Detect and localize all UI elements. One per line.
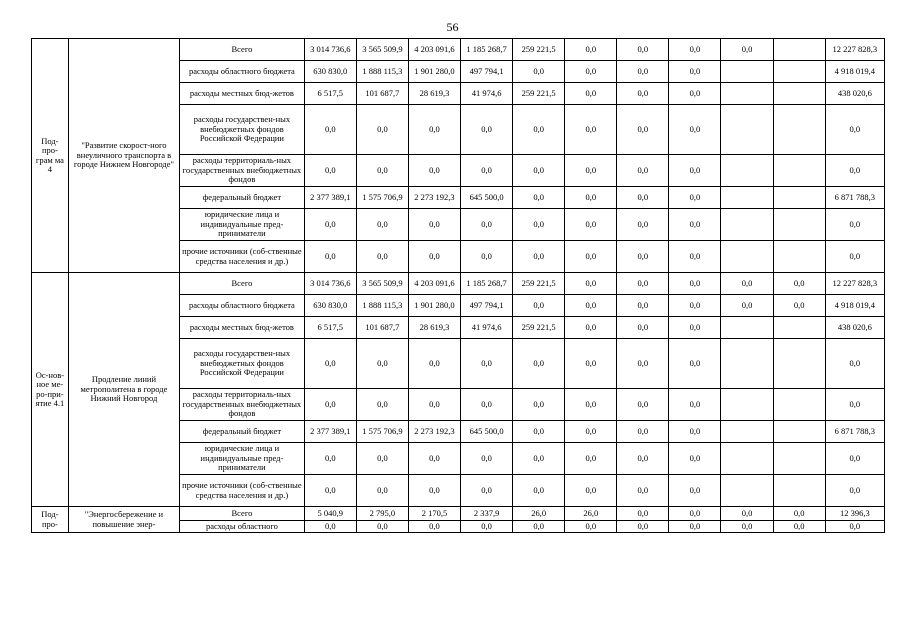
amount-cell: 0,0: [461, 443, 513, 475]
amount-cell: 2 795,0: [356, 507, 408, 521]
amount-cell: [773, 475, 825, 507]
amount-cell: 12 227 828,3: [825, 39, 884, 61]
amount-cell: 0,0: [356, 241, 408, 273]
amount-cell: 0,0: [304, 105, 356, 155]
amount-cell: 0,0: [669, 389, 721, 421]
amount-cell: 0,0: [773, 295, 825, 317]
amount-cell: 630 830,0: [304, 295, 356, 317]
amount-cell: 0,0: [356, 105, 408, 155]
amount-cell: 259 221,5: [513, 39, 565, 61]
amount-cell: 0,0: [721, 39, 773, 61]
amount-cell: 0,0: [669, 475, 721, 507]
amount-cell: 497 794,1: [461, 61, 513, 83]
amount-cell: 0,0: [565, 209, 617, 241]
amount-cell: 0,0: [773, 507, 825, 521]
amount-cell: 0,0: [669, 421, 721, 443]
amount-cell: 12 396,3: [825, 507, 884, 521]
amount-cell: 3 014 736,6: [304, 39, 356, 61]
amount-cell: 0,0: [513, 421, 565, 443]
amount-cell: 645 500,0: [461, 187, 513, 209]
amount-cell: 2 170,5: [408, 507, 460, 521]
amount-cell: 0,0: [617, 475, 669, 507]
amount-cell: 1 901 280,0: [408, 295, 460, 317]
amount-cell: 0,0: [304, 521, 356, 533]
amount-cell: 0,0: [408, 521, 460, 533]
amount-cell: 6 871 788,3: [825, 421, 884, 443]
funding-source-cell: Всего: [180, 507, 305, 521]
amount-cell: 0,0: [773, 521, 825, 533]
amount-cell: 0,0: [513, 61, 565, 83]
amount-cell: 0,0: [617, 241, 669, 273]
amount-cell: 0,0: [565, 521, 617, 533]
amount-cell: 0,0: [669, 241, 721, 273]
amount-cell: 0,0: [669, 105, 721, 155]
amount-cell: 1 575 706,9: [356, 421, 408, 443]
amount-cell: 0,0: [304, 241, 356, 273]
program-code-cell: Ос-нов-ное ме-ро-при-ятие 4.1: [32, 273, 69, 507]
amount-cell: 0,0: [721, 273, 773, 295]
amount-cell: 0,0: [617, 389, 669, 421]
amount-cell: 0,0: [304, 475, 356, 507]
amount-cell: 3 565 509,9: [356, 39, 408, 61]
amount-cell: 2 377 389,1: [304, 187, 356, 209]
amount-cell: 0,0: [617, 421, 669, 443]
amount-cell: 0,0: [825, 443, 884, 475]
amount-cell: [721, 209, 773, 241]
amount-cell: [773, 421, 825, 443]
amount-cell: 0,0: [617, 339, 669, 389]
amount-cell: 0,0: [408, 209, 460, 241]
program-code-cell: Под-про-грам ма 4: [32, 39, 69, 273]
amount-cell: 4 203 091,6: [408, 273, 460, 295]
amount-cell: 0,0: [304, 339, 356, 389]
amount-cell: 0,0: [565, 241, 617, 273]
amount-cell: 0,0: [825, 339, 884, 389]
amount-cell: 101 687,7: [356, 83, 408, 105]
amount-cell: [773, 389, 825, 421]
amount-cell: 0,0: [304, 443, 356, 475]
amount-cell: [721, 105, 773, 155]
amount-cell: 438 020,6: [825, 317, 884, 339]
amount-cell: 101 687,7: [356, 317, 408, 339]
amount-cell: 26,0: [513, 507, 565, 521]
amount-cell: 1 901 280,0: [408, 61, 460, 83]
amount-cell: 0,0: [565, 475, 617, 507]
amount-cell: 0,0: [617, 295, 669, 317]
amount-cell: 0,0: [513, 443, 565, 475]
amount-cell: 0,0: [565, 187, 617, 209]
amount-cell: 0,0: [461, 155, 513, 187]
amount-cell: 2 273 192,3: [408, 421, 460, 443]
amount-cell: 0,0: [825, 389, 884, 421]
funding-source-cell: расходы местных бюд-жетов: [180, 317, 305, 339]
amount-cell: 0,0: [461, 339, 513, 389]
amount-cell: 1 185 268,7: [461, 273, 513, 295]
amount-cell: [773, 339, 825, 389]
amount-cell: 0,0: [565, 443, 617, 475]
amount-cell: 0,0: [825, 209, 884, 241]
amount-cell: 0,0: [356, 209, 408, 241]
amount-cell: 0,0: [669, 521, 721, 533]
amount-cell: 12 227 828,3: [825, 273, 884, 295]
amount-cell: 0,0: [617, 155, 669, 187]
amount-cell: [773, 317, 825, 339]
amount-cell: 0,0: [565, 317, 617, 339]
amount-cell: 6 517,5: [304, 83, 356, 105]
amount-cell: 0,0: [617, 443, 669, 475]
funding-source-cell: Всего: [180, 273, 305, 295]
amount-cell: 0,0: [565, 339, 617, 389]
amount-cell: 0,0: [617, 317, 669, 339]
amount-cell: 0,0: [304, 389, 356, 421]
amount-cell: 0,0: [669, 295, 721, 317]
amount-cell: [773, 187, 825, 209]
amount-cell: 0,0: [617, 273, 669, 295]
amount-cell: 28 619,3: [408, 83, 460, 105]
amount-cell: 41 974,6: [461, 83, 513, 105]
amount-cell: 0,0: [669, 317, 721, 339]
amount-cell: 0,0: [565, 273, 617, 295]
funding-source-cell: расходы областного бюджета: [180, 61, 305, 83]
amount-cell: [721, 187, 773, 209]
amount-cell: 41 974,6: [461, 317, 513, 339]
amount-cell: 0,0: [617, 105, 669, 155]
amount-cell: 645 500,0: [461, 421, 513, 443]
amount-cell: 0,0: [617, 83, 669, 105]
amount-cell: 1 888 115,3: [356, 295, 408, 317]
amount-cell: 3 565 509,9: [356, 273, 408, 295]
amount-cell: [721, 317, 773, 339]
amount-cell: 0,0: [669, 339, 721, 389]
amount-cell: 2 337,9: [461, 507, 513, 521]
table-row: [32, 507, 885, 521]
amount-cell: [721, 241, 773, 273]
amount-cell: 0,0: [669, 83, 721, 105]
amount-cell: 0,0: [461, 105, 513, 155]
program-code-cell: Под-про-: [32, 507, 69, 533]
amount-cell: 0,0: [513, 155, 565, 187]
amount-cell: [773, 241, 825, 273]
amount-cell: 2 377 389,1: [304, 421, 356, 443]
amount-cell: 0,0: [513, 389, 565, 421]
amount-cell: 6 871 788,3: [825, 187, 884, 209]
amount-cell: 0,0: [461, 475, 513, 507]
amount-cell: 259 221,5: [513, 317, 565, 339]
amount-cell: 0,0: [408, 339, 460, 389]
amount-cell: [773, 155, 825, 187]
amount-cell: 0,0: [669, 273, 721, 295]
amount-cell: 0,0: [408, 105, 460, 155]
amount-cell: 4 918 019,4: [825, 295, 884, 317]
amount-cell: 0,0: [513, 295, 565, 317]
amount-cell: 0,0: [669, 507, 721, 521]
amount-cell: 0,0: [356, 475, 408, 507]
amount-cell: 0,0: [825, 521, 884, 533]
amount-cell: 0,0: [356, 443, 408, 475]
amount-cell: [721, 61, 773, 83]
amount-cell: [721, 443, 773, 475]
amount-cell: 0,0: [617, 507, 669, 521]
funding-source-cell: юридические лица и индивидуальные пред-приниматели: [180, 209, 305, 241]
amount-cell: 0,0: [565, 155, 617, 187]
funding-source-cell: расходы территориаль-ных государственных внебюджетных фондов: [180, 389, 305, 421]
amount-cell: 0,0: [356, 339, 408, 389]
amount-cell: [773, 105, 825, 155]
amount-cell: 0,0: [513, 241, 565, 273]
amount-cell: 1 575 706,9: [356, 187, 408, 209]
amount-cell: 0,0: [617, 187, 669, 209]
amount-cell: [773, 61, 825, 83]
amount-cell: [721, 339, 773, 389]
amount-cell: 0,0: [565, 39, 617, 61]
amount-cell: 0,0: [825, 105, 884, 155]
funding-source-cell: расходы государствен-ных внебюджетных фондов Российской Федерации: [180, 339, 305, 389]
amount-cell: 0,0: [408, 443, 460, 475]
funding-source-cell: прочие источники (соб-ственные средства населения и др.): [180, 475, 305, 507]
amount-cell: 0,0: [408, 389, 460, 421]
amount-cell: [773, 443, 825, 475]
funding-source-cell: Всего: [180, 39, 305, 61]
amount-cell: [773, 39, 825, 61]
amount-cell: 0,0: [513, 339, 565, 389]
amount-cell: 0,0: [513, 521, 565, 533]
program-name-cell: "Развитие скорост-ного внеуличного транспорта в городе Нижнем Новгороде": [68, 39, 179, 273]
funding-source-cell: расходы территориаль-ных государственных внебюджетных фондов: [180, 155, 305, 187]
amount-cell: 0,0: [721, 295, 773, 317]
amount-cell: 0,0: [513, 475, 565, 507]
amount-cell: 0,0: [461, 521, 513, 533]
amount-cell: 0,0: [825, 475, 884, 507]
amount-cell: 0,0: [408, 475, 460, 507]
amount-cell: 0,0: [825, 155, 884, 187]
amount-cell: 0,0: [408, 241, 460, 273]
amount-cell: 0,0: [513, 187, 565, 209]
funding-source-cell: расходы областного: [180, 521, 305, 533]
funding-source-cell: юридические лица и индивидуальные пред-приниматели: [180, 443, 305, 475]
amount-cell: 0,0: [565, 295, 617, 317]
amount-cell: 0,0: [565, 105, 617, 155]
amount-cell: 5 040,9: [304, 507, 356, 521]
amount-cell: 0,0: [304, 209, 356, 241]
amount-cell: 0,0: [565, 61, 617, 83]
amount-cell: 0,0: [617, 521, 669, 533]
amount-cell: 0,0: [513, 105, 565, 155]
amount-cell: 2 273 192,3: [408, 187, 460, 209]
amount-cell: 0,0: [617, 39, 669, 61]
amount-cell: 0,0: [461, 241, 513, 273]
funding-source-cell: расходы местных бюд-жетов: [180, 83, 305, 105]
amount-cell: 0,0: [617, 209, 669, 241]
amount-cell: 0,0: [669, 155, 721, 187]
amount-cell: 0,0: [669, 39, 721, 61]
amount-cell: 6 517,5: [304, 317, 356, 339]
amount-cell: 259 221,5: [513, 83, 565, 105]
amount-cell: [721, 83, 773, 105]
amount-cell: 4 203 091,6: [408, 39, 460, 61]
amount-cell: 0,0: [356, 521, 408, 533]
amount-cell: 0,0: [513, 209, 565, 241]
amount-cell: 0,0: [408, 155, 460, 187]
amount-cell: 0,0: [825, 241, 884, 273]
amount-cell: 438 020,6: [825, 83, 884, 105]
amount-cell: 0,0: [669, 209, 721, 241]
amount-cell: 1 888 115,3: [356, 61, 408, 83]
amount-cell: 0,0: [304, 155, 356, 187]
amount-cell: [773, 209, 825, 241]
amount-cell: 0,0: [565, 83, 617, 105]
amount-cell: [721, 155, 773, 187]
amount-cell: 0,0: [721, 521, 773, 533]
funding-source-cell: расходы областного бюджета: [180, 295, 305, 317]
amount-cell: [721, 475, 773, 507]
amount-cell: 3 014 736,6: [304, 273, 356, 295]
amount-cell: 0,0: [565, 389, 617, 421]
funding-source-cell: прочие источники (соб-ственные средства населения и др.): [180, 241, 305, 273]
amount-cell: 0,0: [356, 155, 408, 187]
funding-source-cell: расходы государствен-ных внебюджетных фондов Российской Федерации: [180, 105, 305, 155]
amount-cell: [721, 421, 773, 443]
amount-cell: 0,0: [669, 187, 721, 209]
amount-cell: 0,0: [669, 61, 721, 83]
amount-cell: 1 185 268,7: [461, 39, 513, 61]
amount-cell: 0,0: [669, 443, 721, 475]
amount-cell: 497 794,1: [461, 295, 513, 317]
table-row: [32, 273, 885, 295]
amount-cell: 0,0: [773, 273, 825, 295]
amount-cell: 0,0: [356, 389, 408, 421]
program-name-cell: Продление линий метрополитена в городе Нижний Новгород: [68, 273, 179, 507]
funding-source-cell: федеральный бюджет: [180, 421, 305, 443]
amount-cell: 0,0: [565, 421, 617, 443]
amount-cell: 630 830,0: [304, 61, 356, 83]
amount-cell: [773, 83, 825, 105]
page-number: 56: [446, 20, 459, 34]
amount-cell: 0,0: [617, 61, 669, 83]
amount-cell: 0,0: [721, 507, 773, 521]
amount-cell: 28 619,3: [408, 317, 460, 339]
amount-cell: 4 918 019,4: [825, 61, 884, 83]
budget-table: [31, 38, 885, 533]
table-row: [32, 39, 885, 61]
program-name-cell: "Энергосбережение и повышение энер-: [68, 507, 179, 533]
amount-cell: 26,0: [565, 507, 617, 521]
amount-cell: 0,0: [461, 209, 513, 241]
amount-cell: [721, 389, 773, 421]
funding-source-cell: федеральный бюджет: [180, 187, 305, 209]
amount-cell: 259 221,5: [513, 273, 565, 295]
amount-cell: 0,0: [461, 389, 513, 421]
